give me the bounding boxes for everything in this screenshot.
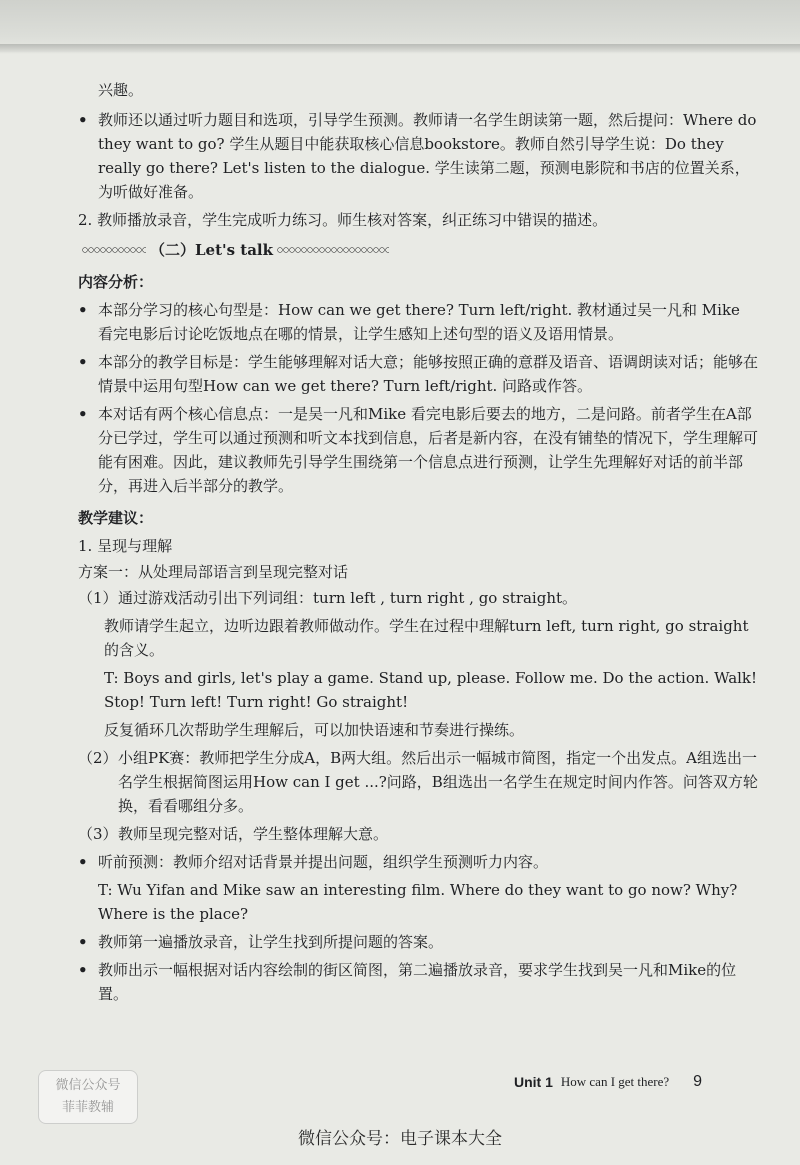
dialogue-quote: T: Wu Yifan and Mike saw an interesting film. Where do they want to go now? Why? Where is the place? — [98, 881, 738, 923]
wave-divider-icon — [277, 246, 389, 254]
analysis-heading: 内容分析： — [78, 273, 154, 291]
bottom-watermark: 微信公众号：电子课本大全 — [298, 1129, 502, 1149]
list-item: • 本部分的教学目标是：学生能够理解对话大意；能够按照正确的意群及语音、语调朗读对话；能够在情景中运用句型How can we get there? Turn left/right. 问路或作答。 — [78, 350, 758, 398]
list-item: • 教师还以通过听力题目和选项，引导学生预测。教师请一名学生朗读第一题，然后提问：Where do they want to go? 学生从题目中能获取核心信息bookstore。教师自然引导学生说：Do they really go there? Let's listen to the dialogue. 学生读第二题，预测电影院和书店的位置关系，为听做好准备。 — [78, 108, 758, 204]
bullet-icon: • — [78, 301, 88, 319]
bullet-icon: • — [78, 405, 88, 423]
footer-unit: Unit 1 — [514, 1074, 553, 1090]
list-item: （2） 小组PK赛：教师把学生分成A，B两大组。然后出示一幅城市简图，指定一个出发点。A组选出一名学生根据简图运用How can I get ...?问路，B组选出一名学生在规定时间内作答。问答双方轮换，看看哪组分多。 — [78, 749, 758, 815]
list-item: • 教师出示一幅根据对话内容绘制的街区简图，第二遍播放录音，要求学生找到吴一凡和Mike的位置。 — [78, 958, 758, 1006]
bullet-icon: • — [78, 853, 88, 871]
page-edge — [0, 44, 800, 54]
watermark-stamp: 微信公众号 菲菲教辅 — [38, 1070, 138, 1124]
plan-title: 方案一：从处理局部语言到呈现完整对话 — [78, 563, 349, 581]
page-body — [78, 78, 758, 1010]
section-heading: （二）Let's talk — [78, 238, 758, 262]
suggest-heading: 教学建议： — [78, 509, 154, 527]
page-footer — [514, 1070, 754, 1094]
bullet-icon: • — [78, 961, 88, 979]
list-item: • 本对话有两个核心信息点：一是吴一凡和Mike 看完电影后要去的地方，二是问路。前者学生在A部分已学过，学生可以通过预测和听文本找到信息，后者是新内容，在没有铺垫的情况下，学生理解可能有困难。因此，建议教师先引导学生围绕第一个信息点进行预测，让学生先理解好对话的前半部分，再进入后半部分的教学。 — [78, 402, 758, 498]
bullet-icon: • — [78, 933, 88, 951]
bullet-icon: • — [78, 111, 88, 129]
paragraph: 教师请学生起立，边听边跟着教师做动作。学生在过程中理解turn left, turn right, go straight的含义。 — [104, 617, 749, 659]
page-number: 9 — [693, 1073, 703, 1090]
continued-text: 兴趣。 — [98, 81, 144, 99]
subsection-title: 1. 呈现与理解 — [78, 537, 173, 555]
footer-title: How can I get there? — [560, 1074, 670, 1089]
list-item: • 本部分学习的核心句型是：How can we get there? Turn left/right. 教材通过吴一凡和 Mike 看完电影后讨论吃饭地点在哪的情景，让学生感知上述句型的语义及语用情景。 — [78, 298, 758, 346]
step-2: 2. 教师播放录音，学生完成听力练习。师生核对答案，纠正练习中错误的描述。 — [78, 211, 608, 229]
list-item: （3） 教师呈现完整对话，学生整体理解大意。 — [78, 825, 389, 843]
wave-divider-icon — [82, 246, 146, 254]
list-item: （1） 通过游戏活动引出下列词组：turn left , turn right , go straight。 — [78, 589, 578, 607]
list-item: • 听前预测：教师介绍对话背景并提出问题，组织学生预测听力内容。 — [78, 850, 758, 874]
list-item: • 教师第一遍播放录音，让学生找到所提问题的答案。 — [78, 930, 758, 954]
paragraph: 反复循环几次帮助学生理解后，可以加快语速和节奏进行操练。 — [104, 721, 525, 739]
bullet-icon: • — [78, 353, 88, 371]
dialogue-quote: T: Boys and girls, let's play a game. Stand up, please. Follow me. Do the action. Walk! Stop! Turn left! Turn right! Go straight! — [104, 669, 758, 711]
